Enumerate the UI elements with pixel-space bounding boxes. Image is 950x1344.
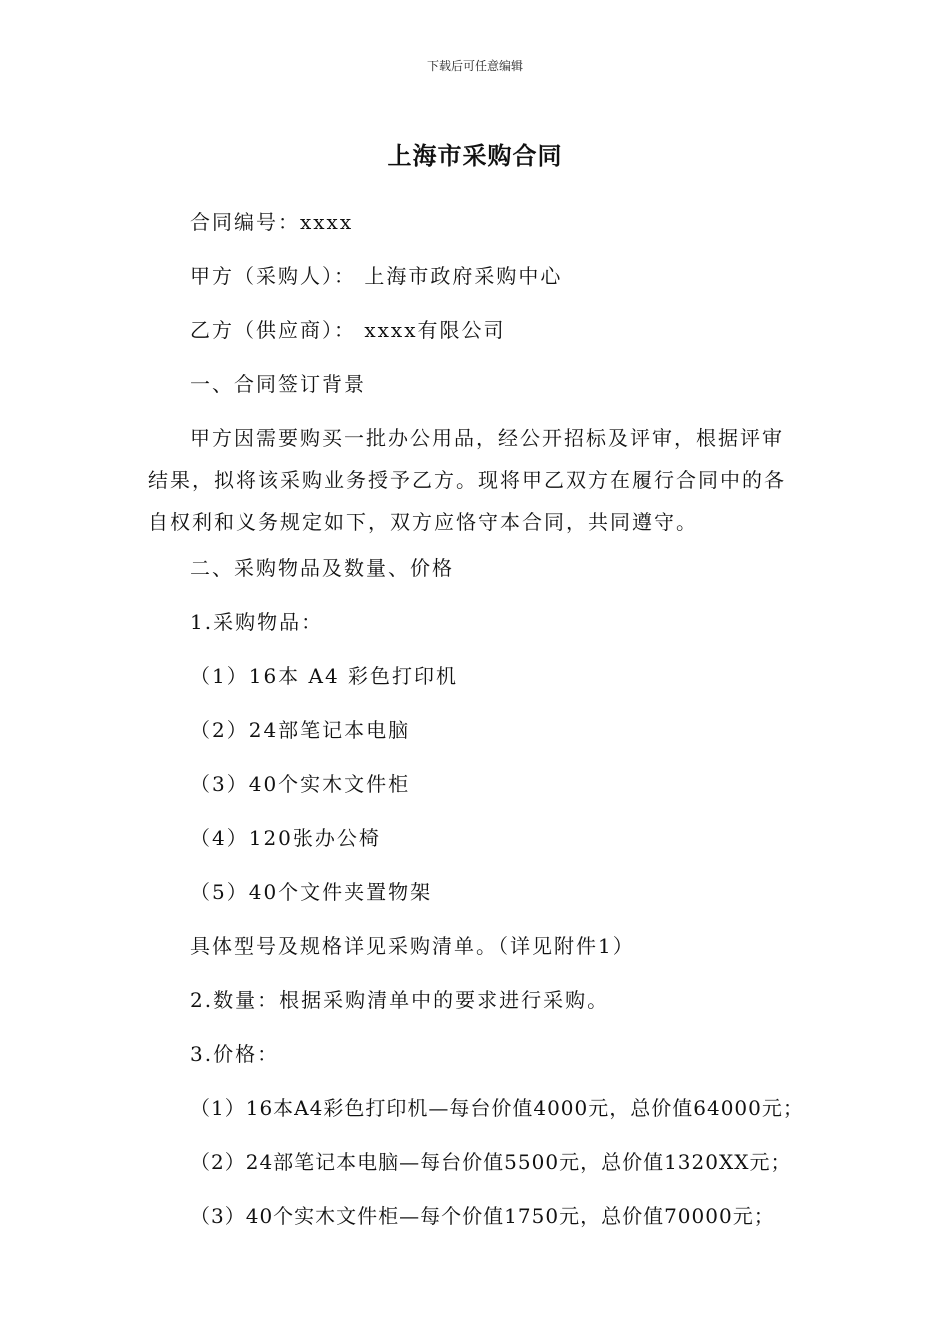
price-item: （1）16本A4彩色打印机—每台价值4000元，总价值64000元；: [190, 1096, 804, 1120]
list-item: （1）16本 A4 彩色打印机: [190, 664, 459, 688]
document-title: 上海市采购合同: [387, 142, 563, 170]
list-item: （3）40个实木文件柜: [190, 772, 411, 796]
paragraph-line: 甲方因需要购买一批办公用品，经公开招标及评审，根据评审: [190, 426, 784, 450]
price-item: （2）24部笔记本电脑—每台价值5500元，总价值1320XX元；: [190, 1150, 792, 1174]
section-2-heading: 二、采购物品及数量、价格: [190, 556, 454, 580]
spec-note: 具体型号及规格详见采购清单。（详见附件1）: [190, 934, 635, 958]
quantity-clause: 2.数量：根据采购清单中的要求进行采购。: [190, 988, 610, 1012]
paragraph-line: 结果，拟将该采购业务授予乙方。现将甲乙双方在履行合同中的各: [148, 468, 786, 492]
section-1-heading: 一、合同签订背景: [190, 372, 366, 396]
price-heading: 3.价格：: [190, 1042, 280, 1066]
list-item: （4）120张办公椅: [190, 826, 381, 850]
party-b: 乙方（供应商）： xxxx有限公司: [190, 318, 506, 342]
list-item: （2）24部笔记本电脑: [190, 718, 411, 742]
price-item: （3）40个实木文件柜—每个价值1750元，总价值70000元；: [190, 1204, 775, 1228]
section-1-paragraph: [148, 425, 808, 551]
paragraph-line: 自权利和义务规定如下，双方应恪守本合同，共同遵守。: [148, 510, 698, 534]
party-a: 甲方（采购人）： 上海市政府采购中心: [190, 264, 563, 288]
contract-number: 合同编号：xxxx: [190, 210, 354, 234]
header-note: 下载后可任意编辑: [426, 59, 523, 73]
list-item: （5）40个文件夹置物架: [190, 880, 433, 904]
items-heading: 1.采购物品：: [190, 610, 324, 634]
